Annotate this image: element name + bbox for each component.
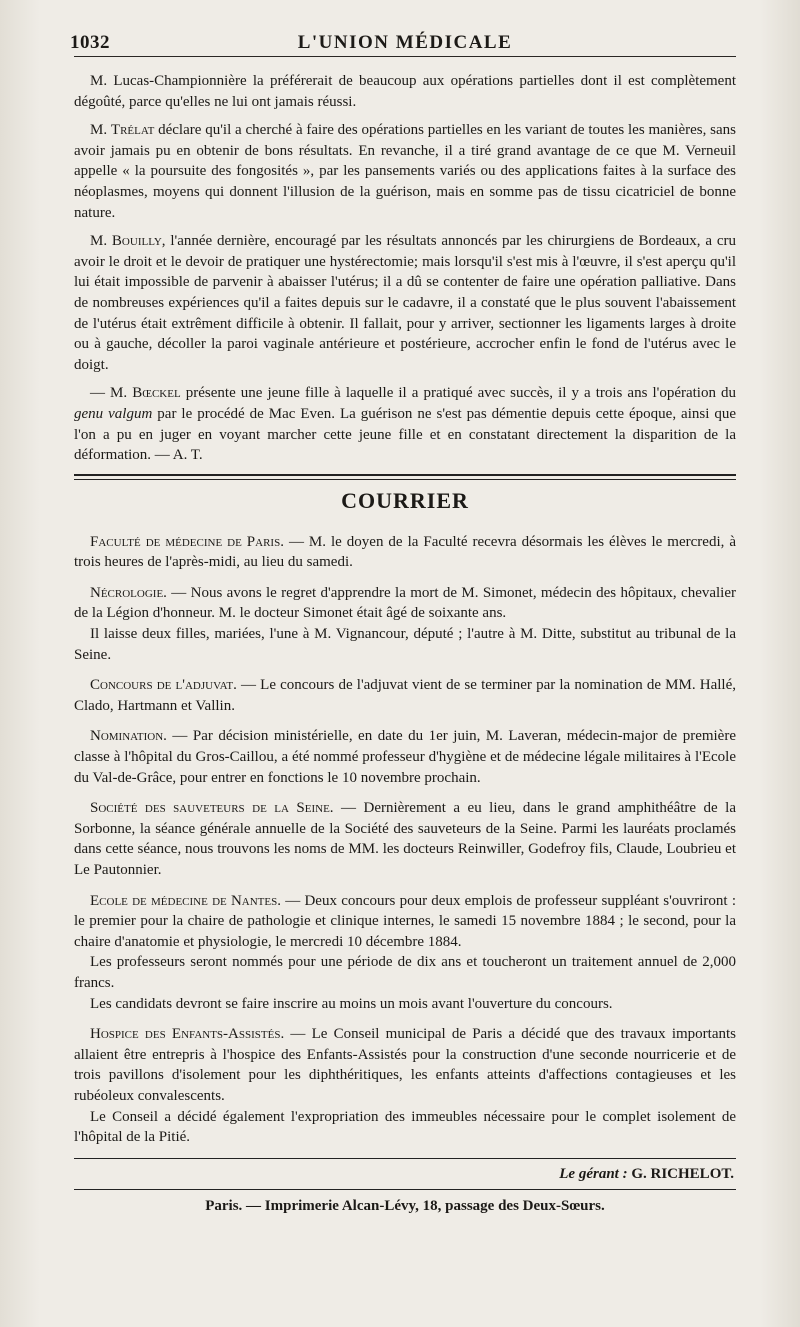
paragraph-text: par le procédé de Mac Even. La guérison ne s'est pas démentie depuis cette époque, ainsi que l'on a pu en juger en voyant marcher cette jeune fille et en constatant directement la disparition de la déformation. — A. T. — [74, 405, 736, 464]
page-number: 1032 — [70, 32, 110, 53]
news-text: — Deux concours pour deux emplois de professeur suppléant s'ouvriront : le premier pour la chaire de pathologie et clinique internes, le samedi 15 novembre 1884 ; le second, pour la chaire d'anatomie et physiologie, le mercredi 10 décembre 1884. — [74, 892, 736, 950]
italic-term: genu valgum — [74, 405, 153, 422]
speaker-name: Trélat — [110, 122, 155, 139]
manager-name: G. RICHELOT. — [631, 1165, 734, 1182]
paragraph-text: présente une jeune fille à laquelle il a pratiqué avec succès, il y a trois ans l'opération du — [185, 385, 737, 402]
news-item-faculte — [74, 532, 736, 573]
journal-title: L'UNION MÉDICALE — [297, 32, 513, 53]
news-heading: Nécrologie. — [90, 584, 167, 601]
news-text: — Le concours de l'adjuvat vient de se terminer par la nomination de MM. Hallé, Clado, Hartmann et Vallin. — [74, 677, 736, 714]
news-continuation: Il laisse deux filles, mariées, l'une à M. Vignancour, député ; l'autre à M. Ditte, substitut au tribunal de la Seine. — [74, 626, 736, 663]
news-text: — Dernièrement a eu lieu, dans le grand amphithéâtre de la Sorbonne, la séance générale annuelle de la Société des sauveteurs de la Seine. Parmi les lauréats proclamés dans cette séance, nous trouvons les noms de MM. les docteurs Reinwiller, Godefroy fils, Claude, Loubrieu et Le Pautonnier. — [74, 800, 736, 878]
paragraph-boeckel — [74, 383, 736, 465]
lead-prefix: — M. — [90, 385, 128, 402]
news-continuation: Les candidats devront se faire inscrire au moins un mois avant l'ouverture du concours. — [90, 995, 613, 1012]
printer-imprint: Paris. — Imprimerie Alcan-Lévy, 18, passage des Deux-Sœurs. — [205, 1197, 605, 1214]
news-heading: Nomination. — [90, 728, 167, 745]
manager-signature — [74, 1163, 736, 1185]
section-title: COURRIER — [341, 487, 469, 513]
news-continuation: Le Conseil a décidé également l'expropriation des immeubles nécessaire pour le complet isolement de l'hôpital de la Pitié. — [74, 1108, 736, 1146]
paragraph-text: , l'année dernière, encouragé par les résultats annoncés par les chirurgiens de Bordeaux, a cru avoir le droit et le devoir de pratiquer une hystérectomie; mais lorsqu'il s'est mis à l'œuvre, il s'est aperçu qu'il lui était impossible de parvenir à abaisser l'utérus; il a dû se contenter de faire une opération palliative. Dans de nombreuses expériences qu'il a faites depuis sur le cadavre, il a constaté que le plus souvent l'abaissement de l'utérus était extrêment difficile à obtenir. Il fallait, pour y arriver, sectionner les ligaments larges à droite ou à gauche, décoller la paroi vaginale antérieure et postérieure, accrocher enfin le fond de l'utérus avec le doigt. — [74, 233, 736, 373]
lead-prefix: M. — [90, 233, 108, 250]
news-continuation: Les professeurs seront nommés pour une période de dix ans et toucheront un traitement annuel de 2,000 francs. — [74, 954, 736, 991]
speaker-name: Bouilly — [111, 233, 162, 250]
news-heading: Ecole de médecine de Nantes. — [90, 892, 281, 909]
printer-rule — [74, 1189, 736, 1190]
paragraph-text: déclare qu'il a cherché à faire des opérations partielles en les variant de toutes les manières, sans avoir jamais pu en obtenir de bons résultats. En revanche, il a tiré grand avantage de ce que M. Verneuil appelle « la poursuite des fongosités », par les pansements variés ou des applications faites à la surface des néoplasmes, moyens qui donnent l'illusion de la guérison, mais en somme pas de tissu cicatriciel de bonne nature. — [74, 122, 737, 221]
footer-rule — [74, 1158, 736, 1159]
speaker-name: Bœckel — [132, 385, 181, 402]
news-text: — Par décision ministérielle, en date du 1er juin, M. Laveran, médecin-major de première classe à l'hôpital du Gros-Caillou, a été nommé professeur d'hygiène et de médecine légale militaires à l'Ecole du Val-de-Grâce, pour entrer en fonctions le 10 novembre prochain. — [74, 728, 736, 786]
news-heading: Société des sauveteurs de la Seine. — [90, 800, 334, 817]
manager-label: Le gérant : — [559, 1165, 628, 1182]
paragraph-lucas — [74, 71, 736, 112]
paragraph-bouilly — [74, 231, 736, 375]
news-text: — M. le doyen de la Faculté recevra désormais les élèves le mercredi, à trois heures de l'après-midi, au lieu du samedi. — [74, 533, 736, 571]
news-item-nantes — [74, 891, 736, 1015]
news-text: — Le Conseil municipal de Paris a décidé que des travaux importants allaient être entrepris à l'hospice des Enfants-Assistés pour la construction d'une seconde nourricerie et de trois pavillons d'isolement pour les diphthéritiques, les enfants atteints d'affections contagieuses et les rubéoleux convalescents. — [74, 1026, 737, 1104]
news-item-necrologie — [74, 583, 736, 665]
paragraph-trelat — [74, 120, 736, 223]
news-item-enfants-assistes — [74, 1024, 736, 1148]
news-item-adjuvat — [74, 675, 736, 716]
news-heading: Hospice des Enfants-Assistés. — [90, 1026, 285, 1043]
running-head — [70, 28, 736, 57]
news-item-nomination — [74, 726, 736, 788]
news-text: — Nous avons le regret d'apprendre la mort de M. Simonet, médecin des hôpitaux, chevalier de la Légion d'honneur. M. le docteur Simonet était âgé de soixante ans. — [74, 584, 736, 622]
lead-prefix: M. — [90, 122, 108, 139]
news-item-sauveteurs — [74, 798, 736, 880]
section-divider — [74, 474, 736, 480]
paragraph-text: M. Lucas-Championnière la préférerait de beaucoup aux opérations partielles dont il est complètement dégoûté, parce qu'elles ne lui ont jamais réussi. — [74, 73, 736, 110]
news-heading: Concours de l'adjuvat. — [90, 677, 237, 694]
news-heading: Faculté de médecine de Paris. — [90, 533, 284, 550]
